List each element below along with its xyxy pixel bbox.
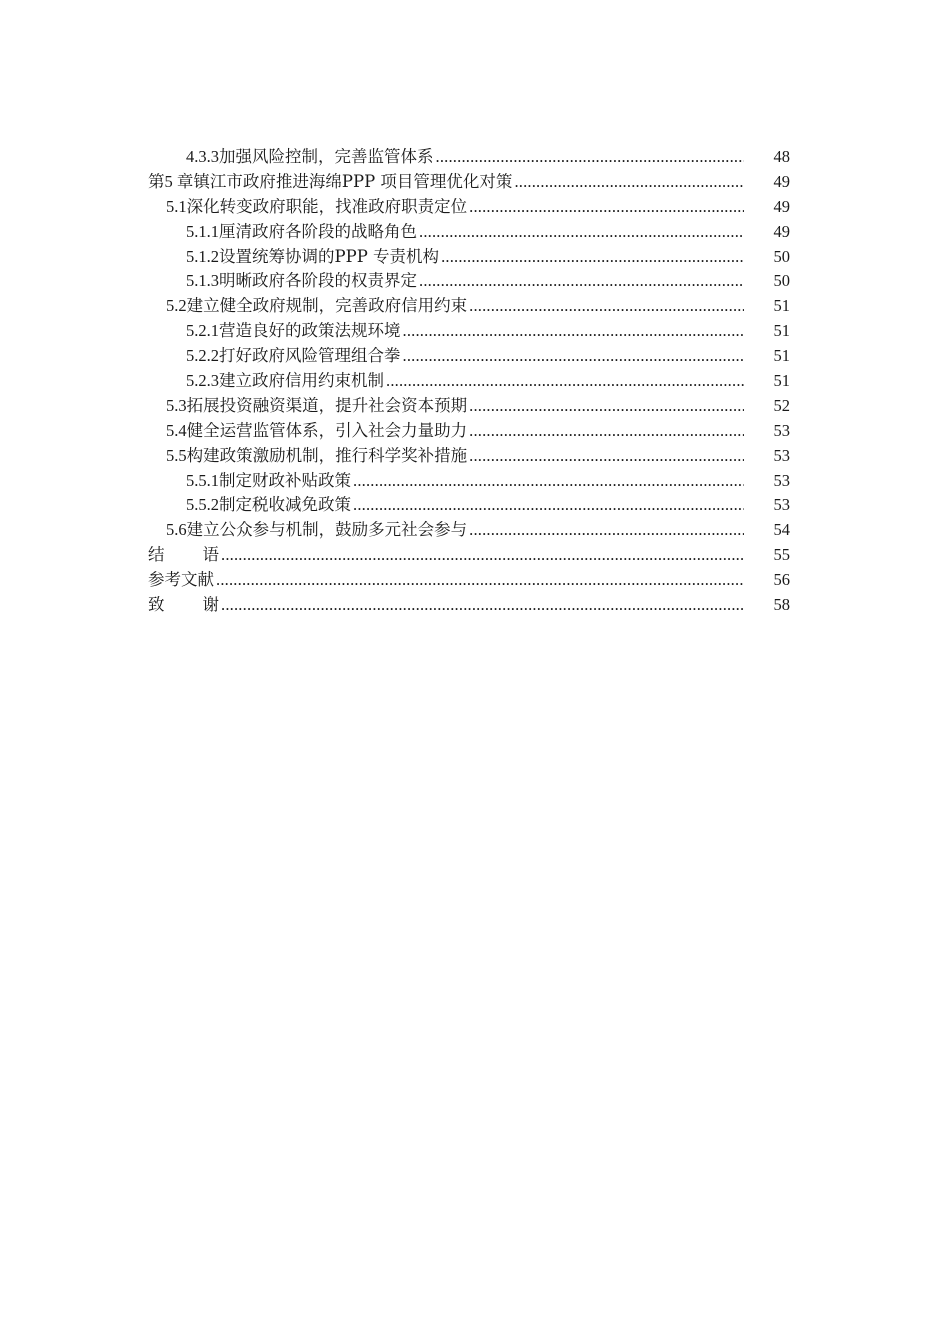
toc-entry-page: 58 xyxy=(773,595,790,615)
toc-entry-number: 5.1 xyxy=(166,196,187,216)
toc-entry-5-5-2[interactable] xyxy=(148,493,790,518)
toc-entry-4-3-3[interactable] xyxy=(148,145,790,170)
toc-entry-title: 营造良好的政策法规环境 xyxy=(219,321,401,341)
toc-entry-page: 53 xyxy=(773,495,790,515)
toc-entry-page: 51 xyxy=(773,321,790,341)
toc-entry-5-2[interactable] xyxy=(148,294,790,319)
dot-leader xyxy=(419,269,744,294)
toc-entry-5-2-1[interactable] xyxy=(148,319,790,344)
toc-entry-title: 镇江市政府推进海绵PPP 项目管理优化对策 xyxy=(193,171,513,191)
toc-entry-title: 参考文献 xyxy=(148,570,214,590)
toc-entry-5-2-2[interactable] xyxy=(148,344,790,369)
dot-leader xyxy=(436,145,745,170)
toc-entry-page: 53 xyxy=(773,420,790,440)
dot-leader xyxy=(419,220,744,245)
toc-entry-5-2-3[interactable] xyxy=(148,369,790,394)
toc-entry-references[interactable] xyxy=(148,568,790,593)
toc-entry-number: 5.1.3 xyxy=(186,271,219,291)
toc-entry-title: 制定财政补贴政策 xyxy=(219,470,351,490)
toc-entry-title: 拓展投资融资渠道，提升社会资本预期 xyxy=(186,395,468,415)
toc-entry-page: 50 xyxy=(773,246,790,266)
toc-entry-5-5-1[interactable] xyxy=(148,469,790,494)
toc-entry-number: 5.3 xyxy=(166,395,187,415)
toc-entry-5-3[interactable] xyxy=(148,394,790,419)
toc-entry-chapter-5[interactable] xyxy=(148,170,790,195)
dot-leader xyxy=(469,195,744,220)
toc-entry-page: 51 xyxy=(773,296,790,316)
toc-entry-number: 5.2.1 xyxy=(186,321,219,341)
toc-entry-number: 5.2.3 xyxy=(186,371,219,391)
dot-leader xyxy=(216,568,744,593)
dot-leader xyxy=(469,394,744,419)
toc-entry-5-1-3[interactable] xyxy=(148,269,790,294)
dot-leader xyxy=(221,543,744,568)
dot-leader xyxy=(403,319,745,344)
toc-entry-page: 52 xyxy=(773,395,790,415)
toc-entry-title: 设置统筹协调的PPP 专责机构 xyxy=(219,246,440,266)
toc-entry-page: 49 xyxy=(773,171,790,191)
dot-leader xyxy=(469,518,744,543)
toc-entry-title: 加强风险控制，完善监管体系 xyxy=(219,147,434,166)
toc-entry-number: 5.5.2 xyxy=(186,495,219,515)
toc-entry-page: 54 xyxy=(773,520,790,540)
toc-entry-title: 打好政府风险管理组合拳 xyxy=(219,346,401,366)
toc-entry-title: 明晰政府各阶段的权责界定 xyxy=(219,271,417,291)
toc-entry-title: 致谢 xyxy=(148,595,257,615)
dot-leader xyxy=(469,444,744,469)
toc-entry-title: 厘清政府各阶段的战略角色 xyxy=(219,221,417,241)
dot-leader xyxy=(403,344,745,369)
toc-entry-title: 建立政府信用约束机制 xyxy=(219,371,384,391)
toc-entry-number: 5.1.1 xyxy=(186,221,219,241)
toc-entry-title: 结语 xyxy=(148,545,257,565)
toc-entry-page: 53 xyxy=(773,445,790,465)
dot-leader xyxy=(469,419,744,444)
toc-entry-page: 51 xyxy=(773,371,790,391)
dot-leader xyxy=(221,593,744,618)
table-of-contents xyxy=(148,145,790,618)
toc-entry-title: 建立公众参与机制，鼓励多元社会参与 xyxy=(186,520,468,540)
dot-leader xyxy=(441,245,744,270)
dot-leader xyxy=(514,170,744,195)
toc-entry-title: 建立健全政府规制，完善政府信用约束 xyxy=(186,296,468,316)
toc-entry-number: 4.3.3 xyxy=(186,147,219,166)
toc-entry-number: 5.2.2 xyxy=(186,346,219,366)
toc-entry-number: 5.2 xyxy=(166,296,187,316)
dot-leader xyxy=(386,369,744,394)
toc-entry-5-6[interactable] xyxy=(148,518,790,543)
toc-entry-5-1-1[interactable] xyxy=(148,220,790,245)
dot-leader xyxy=(353,469,744,494)
toc-entry-number: 5.1.2 xyxy=(186,246,219,266)
toc-entry-page: 49 xyxy=(773,221,790,241)
toc-entry-page: 50 xyxy=(773,271,790,291)
toc-entry-5-4[interactable] xyxy=(148,419,790,444)
toc-entry-5-1-2[interactable] xyxy=(148,245,790,270)
toc-entry-title: 制定税收减免政策 xyxy=(219,495,351,515)
toc-entry-title: 健全运营监管体系，引入社会力量助力 xyxy=(186,420,468,440)
toc-entry-page: 51 xyxy=(773,346,790,366)
toc-entry-acknowledgements[interactable] xyxy=(148,593,790,618)
dot-leader xyxy=(469,294,744,319)
toc-entry-5-1[interactable] xyxy=(148,195,790,220)
toc-entry-page: 49 xyxy=(773,196,790,216)
toc-entry-number: 5.5.1 xyxy=(186,470,219,490)
toc-entry-number: 5.4 xyxy=(166,420,187,440)
toc-entry-page: 56 xyxy=(773,570,790,590)
toc-entry-title: 深化转变政府职能，找准政府职责定位 xyxy=(186,196,468,216)
toc-entry-number: 5.5 xyxy=(166,445,187,465)
toc-entry-5-5[interactable] xyxy=(148,444,790,469)
toc-entry-number: 第5 章 xyxy=(148,171,194,191)
toc-entry-title: 构建政策激励机制，推行科学奖补措施 xyxy=(186,445,468,465)
toc-entry-conclusion[interactable] xyxy=(148,543,790,568)
toc-entry-page: 48 xyxy=(773,147,790,166)
toc-entry-page: 53 xyxy=(773,470,790,490)
dot-leader xyxy=(353,493,744,518)
toc-entry-number: 5.6 xyxy=(166,520,187,540)
toc-entry-page: 55 xyxy=(773,545,790,565)
